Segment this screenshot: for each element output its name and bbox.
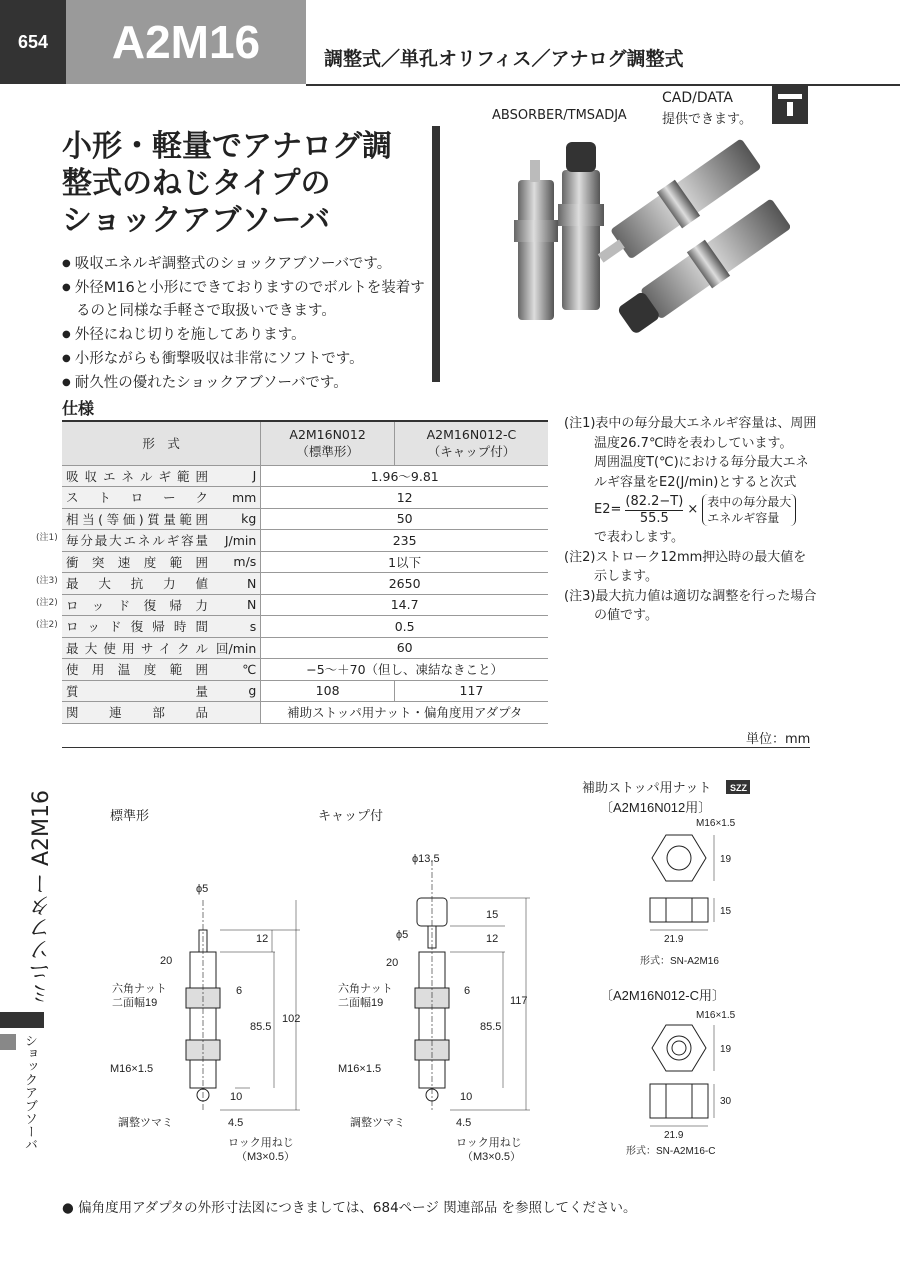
note-mark: (注1) [36, 533, 58, 543]
dim-15: 15 [486, 909, 499, 921]
formula-term: 表中の毎分最大 エネルギ容量 [702, 494, 796, 526]
spec-row: 吸収エネルギ範囲 J 1.96〜9.81 [62, 465, 548, 487]
unit-label: 単位：mm [746, 732, 811, 747]
dim-85-5-cap: 85.5 [480, 1021, 502, 1033]
energy-formula [564, 492, 824, 528]
nut-std-model: 形式：SN-A2M16 [640, 956, 719, 967]
lock-screw-label: ロック用ねじ [228, 1137, 294, 1149]
spec-row: 最大使用サイクル 回/min 60 [62, 637, 548, 659]
standard-type-drawing [186, 900, 300, 1110]
nut-cap-30: 30 [720, 1096, 732, 1107]
nut-cap-19: 19 [720, 1044, 732, 1055]
nut-cap-title: 〔A2M16N012-C用〕 [600, 988, 725, 1003]
nut-std-drawing [650, 835, 714, 930]
header-rule [306, 84, 900, 86]
dimension-drawings [60, 770, 820, 1170]
dim-10: 10 [230, 1091, 243, 1103]
dim-12-cap: 12 [486, 933, 499, 945]
feature-item: ● 小形ながらも衝撃吸収は非常にソフトです。 [62, 347, 428, 371]
spec-table [62, 420, 548, 724]
headline [62, 128, 432, 239]
page-number: 654 [0, 0, 66, 84]
cap-type-drawing [415, 860, 530, 1110]
hex-nut-label: 六角ナット [112, 983, 167, 995]
model-title: A2M16 [66, 0, 306, 84]
lock-size-label-cap: （M3×0.5） [462, 1151, 521, 1163]
side-tab-bar [0, 1012, 44, 1028]
knob-label: 調整ツマミ [118, 1117, 173, 1129]
nut-std-title: 〔A2M16N012用〕 [600, 800, 712, 815]
product-subtitle: 調整式／単孔オリフィス／アナログ調整式 [324, 48, 684, 70]
note-line: (注2)ストローク12mm押込時の最大値を [564, 549, 807, 565]
szz-badge-text: SZZ [730, 783, 747, 793]
product-photo [500, 130, 790, 380]
dim-117: 117 [510, 995, 528, 1007]
spec-notes [564, 414, 824, 626]
dim-6: 6 [236, 985, 243, 997]
thread-label-cap: M16×1.5 [338, 1063, 382, 1075]
footnote: ● 偏角度用アダプタの外形寸法図につきましては、684ページ 関連部品 を参照してください。 [62, 1200, 637, 1216]
spec-row: 相当(等価)質量範囲 kg 50 [62, 508, 548, 530]
note-line: の値です。 [594, 608, 658, 623]
spec-row: 衝突速度範囲 m/s 1以下 [62, 551, 548, 573]
headline-line: 整式のねじタイプの [62, 166, 331, 201]
dim-4-5-cap: 4.5 [456, 1117, 472, 1129]
feature-item: ● 外径M16と小形にできておりますのでボルトを装着するのと同様な手軽さで取扱いできます。 [62, 276, 428, 323]
lock-screw-label-cap: ロック用ねじ [456, 1137, 522, 1149]
spec-row: ロッド復帰時間 s 0.5 [62, 616, 548, 638]
dim-phi5: ϕ5 [196, 883, 209, 895]
nut-std-21-9: 21.9 [664, 934, 684, 945]
formula-times: × [687, 502, 699, 518]
dim-20-cap: 20 [386, 957, 399, 969]
nut-std-thread: M16×1.5 [696, 818, 736, 829]
feature-item: ● 耐久性の優れたショックアブソーバです。 [62, 371, 428, 395]
note-line: で表わします。 [594, 530, 684, 545]
spec-row: 使用温度範囲 ℃ −5〜＋70（但し、凍結なきこと） [62, 659, 548, 681]
dim-4-5: 4.5 [228, 1117, 244, 1129]
thread-label: M16×1.5 [110, 1063, 154, 1075]
nut-cap-drawing [650, 1025, 714, 1126]
nut-std-15: 15 [720, 906, 732, 917]
feature-item: ● 外径にねじ切りを施してあります。 [62, 323, 428, 347]
note-line: (注1)表中の毎分最大エネルギ容量は、周囲 [564, 416, 817, 431]
dim-20: 20 [160, 955, 173, 967]
headline-line: ショックアブソーバ [62, 203, 330, 238]
knob-label-cap: 調整ツマミ [350, 1117, 405, 1129]
nut-cap-21-9: 21.9 [664, 1130, 684, 1141]
headline-bar [432, 126, 440, 382]
spec-row-parts: 関連部品 補助ストッパ用ナット・偏角度用アダプタ [62, 702, 548, 724]
dim-85-5: 85.5 [250, 1021, 272, 1033]
hex-nut-label-cap: 六角ナット [338, 983, 393, 995]
dim-12: 12 [256, 933, 269, 945]
note-line: 周囲温度T(℃)における毎分最大エネ [594, 455, 809, 470]
lock-size-label: （M3×0.5） [236, 1151, 295, 1163]
side-tab-marker [0, 1034, 16, 1050]
spec-row: ロッド復帰力 N 14.7 [62, 594, 548, 616]
spec-header-label: 形 式 [62, 421, 261, 465]
spec-row: 最大抗力値 N 2650 [62, 573, 548, 595]
formula-fraction: $\frac{(82.2-T)}{55.5}$ [625, 493, 684, 526]
note-mark: (注3) [36, 576, 58, 586]
spec-header-row [62, 421, 548, 465]
dim-6-cap: 6 [464, 985, 471, 997]
note-mark: (注2) [36, 598, 58, 608]
cad-data-icon[interactable] [772, 86, 808, 124]
note-line: ルギ容量をE2(J/min)とすると次式 [594, 474, 797, 490]
headline-line: 小形・軽量でアナログ調 [62, 129, 392, 164]
note-line: 温度26.7℃時を表わしています。 [594, 435, 793, 451]
std-title: 標準形 [110, 808, 150, 823]
side-title: ミニソフター A2M16 [29, 790, 54, 1006]
feature-list [62, 252, 428, 395]
cad-label: CAD/DATA [662, 90, 733, 106]
cap-title: キャップ付 [318, 808, 384, 823]
hex-width-label-cap: 二面幅19 [338, 997, 384, 1009]
side-category: ショックアブソーバ [22, 1034, 37, 1151]
cad-provided-text: 提供できます。 [662, 112, 752, 127]
spec-row: 毎分最大エネルギ容量 J/min 235 [62, 530, 548, 552]
dim-102: 102 [282, 1013, 301, 1025]
note-line: (注3)最大抗力値は適切な調整を行った場合 [564, 588, 817, 604]
nut-cap-thread: M16×1.5 [696, 1010, 736, 1021]
spec-header-col2: A2M16N012-C （キャップ付） [394, 421, 548, 465]
formula-lhs: E2= [594, 502, 622, 518]
dim-phi5-cap: ϕ5 [396, 929, 409, 941]
spec-title: 仕様 [62, 399, 95, 418]
note-line: 示します。 [594, 569, 658, 584]
nut-std-19: 19 [720, 854, 732, 865]
hex-width-label: 二面幅19 [112, 997, 158, 1009]
absorber-code: ABSORBER/TMSADJA [492, 108, 627, 123]
nut-cap-model: 形式：SN-A2M16-C [626, 1146, 716, 1157]
spec-header-col1: A2M16N012 （標準形） [261, 421, 395, 465]
spec-row-mass: 質量 g 108 117 [62, 680, 548, 702]
note-mark: (注2) [36, 620, 58, 630]
nut-title: 補助ストッパ用ナット [582, 780, 712, 795]
section-rule [62, 747, 810, 748]
spec-row: ストローク mm 12 [62, 487, 548, 509]
dim-phi13-5: ϕ13.5 [412, 853, 440, 865]
dim-10-cap: 10 [460, 1091, 473, 1103]
feature-item: ● 吸収エネルギ調整式のショックアブソーバです。 [62, 252, 428, 276]
